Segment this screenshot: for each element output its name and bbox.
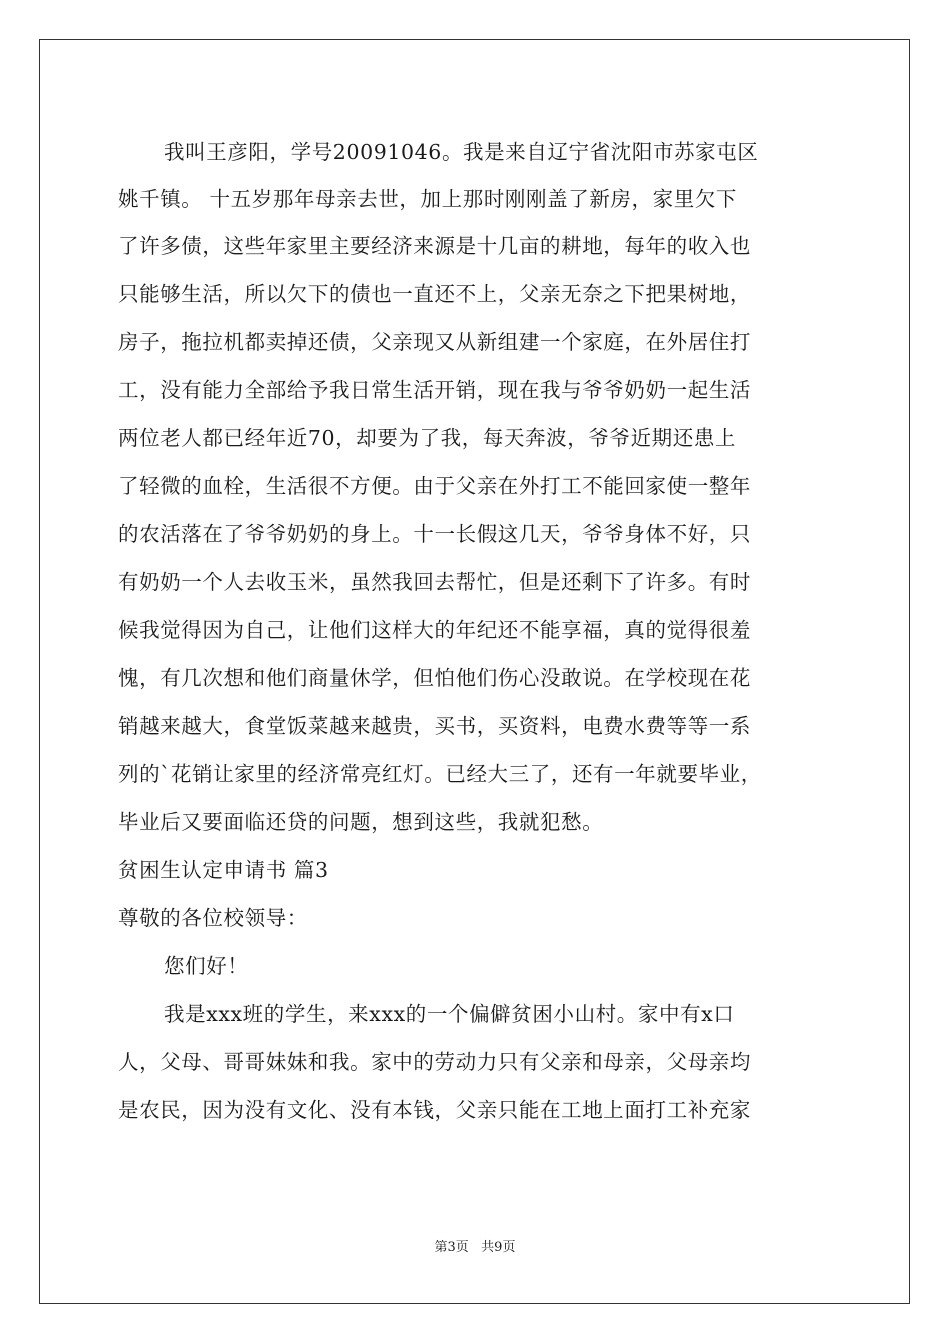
- body-line-20: 人，父母、哥哥妹妹和我。家中的劳动力只有父亲和母亲，父母亲均: [118, 1050, 751, 1074]
- body-line-14: 列的`花销让家里的经济常亮红灯。已经大三了，还有一年就要毕业，: [118, 762, 762, 786]
- body-line-11: 候我觉得因为自己，让他们这样大的年纪还不能享福，真的觉得很羞: [118, 618, 751, 642]
- body-line-1: 我叫王彦阳，学号20091046。我是来自辽宁省沈阳市苏家屯区: [164, 140, 759, 164]
- body-line-4: 只能够生活，所以欠下的债也一直还不上，父亲无奈之下把果树地，: [118, 282, 751, 306]
- body-line-13: 销越来越大，食堂饭菜越来越贵，买书，买资料，电费水费等等一系: [118, 714, 751, 738]
- body-line-5: 房子，拖拉机都卖掉还债，父亲现又从新组建一个家庭，在外居住打: [118, 330, 751, 354]
- body-line-3: 了许多债，这些年家里主要经济来源是十几亩的耕地，每年的收入也: [118, 234, 751, 258]
- salutation: 尊敬的各位校领导：: [118, 906, 308, 930]
- body-line-12: 愧，有几次想和他们商量休学，但怕他们伤心没敢说。在学校现在花: [118, 666, 751, 690]
- page-number-footer: 第3页 共9页: [434, 1240, 516, 1255]
- body-line-9: 的农活落在了爷爷奶奶的身上。十一长假这几天，爷爷身体不好，只: [118, 522, 751, 546]
- body-line-6: 工，没有能力全部给予我日常生活开销，现在我与爷爷奶奶一起生活: [118, 378, 751, 402]
- body-line-8: 了轻微的血栓，生活很不方便。由于父亲在外打工不能回家使一整年: [118, 474, 751, 498]
- body-line-19: 我是xxx班的学生，来xxx的一个偏僻贫困小山村。家中有x口: [164, 1002, 735, 1026]
- section-heading: 贫困生认定申请书 篇3: [118, 858, 329, 882]
- body-line-21: 是农民，因为没有文化、没有本钱，父亲只能在工地上面打工补充家: [118, 1098, 751, 1122]
- body-line-7: 两位老人都已经年近70，却要为了我，每天奔波，爷爷近期还患上: [118, 426, 737, 450]
- body-line-10: 有奶奶一个人去收玉米，虽然我回去帮忙，但是还剩下了许多。有时: [118, 570, 751, 594]
- greeting: 您们好！: [164, 954, 249, 978]
- body-line-15: 毕业后又要面临还贷的问题，想到这些，我就犯愁。: [118, 810, 604, 834]
- body-line-2: 姚千镇。 十五岁那年母亲去世，加上那时刚刚盖了新房，家里欠下: [118, 187, 738, 211]
